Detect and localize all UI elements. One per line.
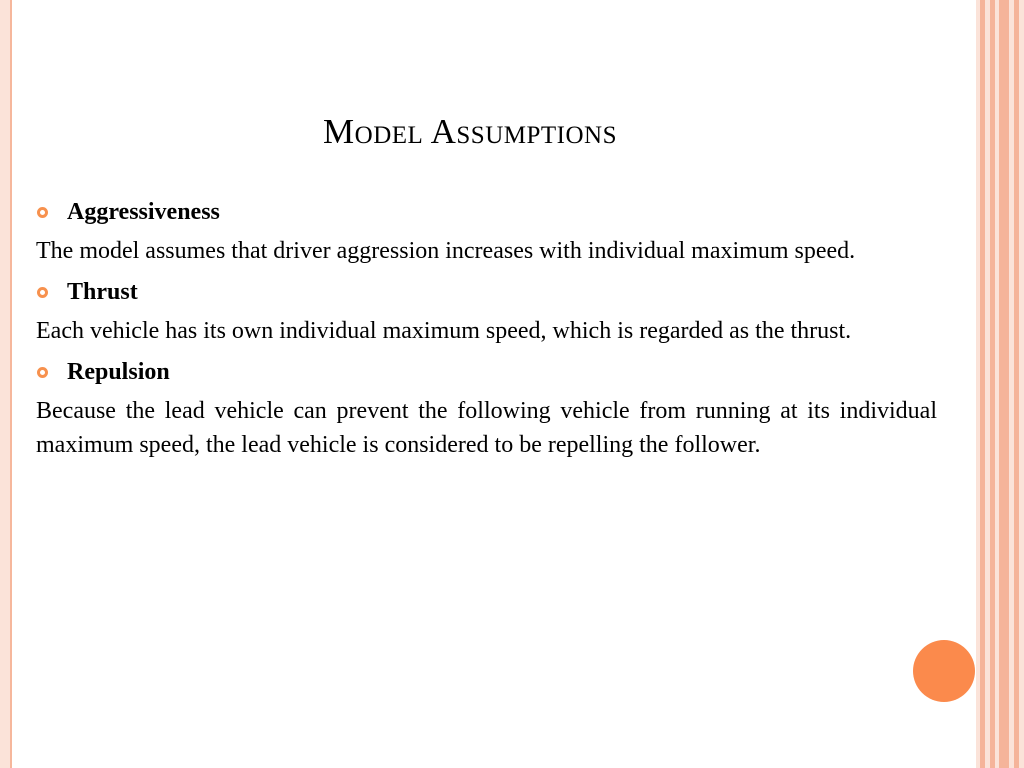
stripe-2: [990, 0, 995, 768]
right-stripes: [976, 0, 1024, 768]
bullet-heading: Thrust: [67, 279, 138, 305]
stripe-1: [980, 0, 985, 768]
slide-content: [36, 194, 937, 468]
bullet-item-repulsion: [36, 354, 937, 390]
bullet-item-aggressiveness: [36, 194, 937, 230]
paragraph-repulsion: Because the lead vehicle can prevent the following vehicle from running at its individual maximum speed, the lead vehicle is considered to be repelling the follower.: [36, 398, 937, 458]
stripe-3: [999, 0, 1009, 768]
stripe-4: [1014, 0, 1019, 768]
orange-circle-icon: [913, 640, 975, 702]
hollow-circle-bullet-icon: [37, 367, 48, 378]
bullet-item-thrust: [36, 274, 937, 310]
paragraph-thrust: Each vehicle has its own individual maximum speed, which is regarded as the thrust.: [36, 318, 852, 344]
slide-title: Model Assumptions: [323, 112, 617, 151]
bullet-heading: Repulsion: [67, 359, 170, 385]
bullet-heading: Aggressiveness: [67, 199, 220, 225]
paragraph-aggressiveness: The model assumes that driver aggression increases with individual maximum speed.: [36, 238, 856, 264]
hollow-circle-bullet-icon: [37, 287, 48, 298]
hollow-circle-bullet-icon: [37, 207, 48, 218]
